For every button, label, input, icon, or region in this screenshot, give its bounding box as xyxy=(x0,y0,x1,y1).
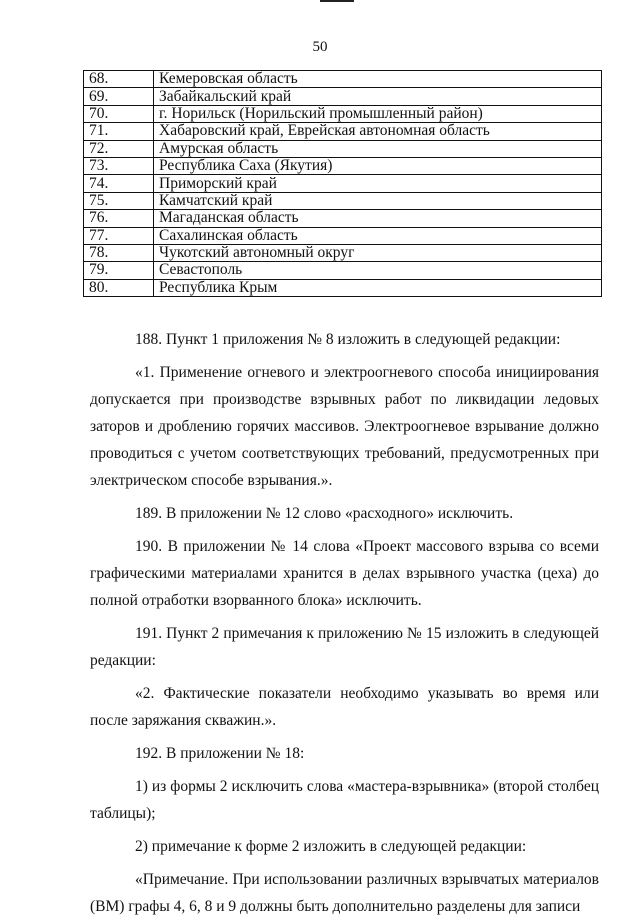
region-name: Сахалинская область xyxy=(154,227,602,244)
top-edge-mark xyxy=(320,0,354,2)
row-number: 79. xyxy=(84,262,154,279)
table-row xyxy=(84,71,602,88)
paragraph-188: 188. Пункт 1 приложения № 8 изложить в следующей редакции: xyxy=(135,331,561,348)
region-name: Хабаровский край, Еврейская автономная область xyxy=(154,123,602,140)
table-row xyxy=(84,105,602,122)
table-row xyxy=(84,244,602,261)
region-name: Приморский край xyxy=(154,175,602,192)
paragraph-190: 190. В приложении № 14 слова «Проект массового взрыва со всеми графическими материалами хранится в делах взрывного участка (цеха) до полной отработки взорванного блока» исключить. xyxy=(90,538,599,609)
row-number: 74. xyxy=(84,175,154,192)
paragraph-192-item-1: 1) из формы 2 исключить слова «мастера-взрывника» (второй столбец таблицы); xyxy=(90,778,599,822)
paragraph-188-quote: «1. Применение огневого и электроогневого способа инициирования допускается при производстве взрывных работ по ликвидации ледовых заторов и дроблению горячих массивов. Электроогневое взрывание должно проводиться с учетом соответствующих требований, предусмотренных при электрическом способе взрывания.». xyxy=(90,364,599,489)
paragraph-189: 189. В приложении № 12 слово «расходного» исключить. xyxy=(135,505,514,522)
table-row xyxy=(84,227,602,244)
regions-table xyxy=(83,70,602,297)
row-number: 78. xyxy=(84,244,154,261)
region-name: Республика Крым xyxy=(154,279,602,296)
paragraph-191: 191. Пункт 2 примечания к приложению № 15 изложить в следующей редакции: xyxy=(90,625,599,669)
region-name: Севастополь xyxy=(154,262,602,279)
paragraph-192: 192. В приложении № 18: xyxy=(135,745,305,762)
row-number: 71. xyxy=(84,123,154,140)
row-number: 73. xyxy=(84,157,154,174)
row-number: 75. xyxy=(84,192,154,209)
region-name: г. Норильск (Норильский промышленный район) xyxy=(154,105,602,122)
paragraph-192-note-quote: «Примечание. При использовании различных взрывчатых материалов (ВМ) графы 4, 6, 8 и 9 должны быть дополнительно разделены для записи xyxy=(90,871,599,915)
row-number: 72. xyxy=(84,140,154,157)
page-number: 50 xyxy=(312,39,328,55)
table-row xyxy=(84,157,602,174)
paragraph-191-quote: «2. Фактические показатели необходимо указывать во время или после заряжания скважин.». xyxy=(90,685,599,729)
row-number: 68. xyxy=(84,71,154,88)
region-name: Кемеровская область xyxy=(154,71,602,88)
table-row xyxy=(84,123,602,140)
row-number: 77. xyxy=(84,227,154,244)
region-name: Чукотский автономный округ xyxy=(154,244,602,261)
region-name: Магаданская область xyxy=(154,210,602,227)
region-name: Камчатский край xyxy=(154,192,602,209)
row-number: 69. xyxy=(84,88,154,105)
document-body xyxy=(90,326,599,920)
table-row xyxy=(84,262,602,279)
row-number: 80. xyxy=(84,279,154,296)
table-row xyxy=(84,210,602,227)
table-row xyxy=(84,279,602,296)
paragraph-192-item-2: 2) примечание к форме 2 изложить в следующей редакции: xyxy=(135,838,527,855)
table-row xyxy=(84,175,602,192)
region-name: Республика Саха (Якутия) xyxy=(154,157,602,174)
region-name: Амурская область xyxy=(154,140,602,157)
table-row xyxy=(84,140,602,157)
region-name: Забайкальский край xyxy=(154,88,602,105)
row-number: 76. xyxy=(84,210,154,227)
row-number: 70. xyxy=(84,105,154,122)
table-row xyxy=(84,192,602,209)
table-row xyxy=(84,88,602,105)
